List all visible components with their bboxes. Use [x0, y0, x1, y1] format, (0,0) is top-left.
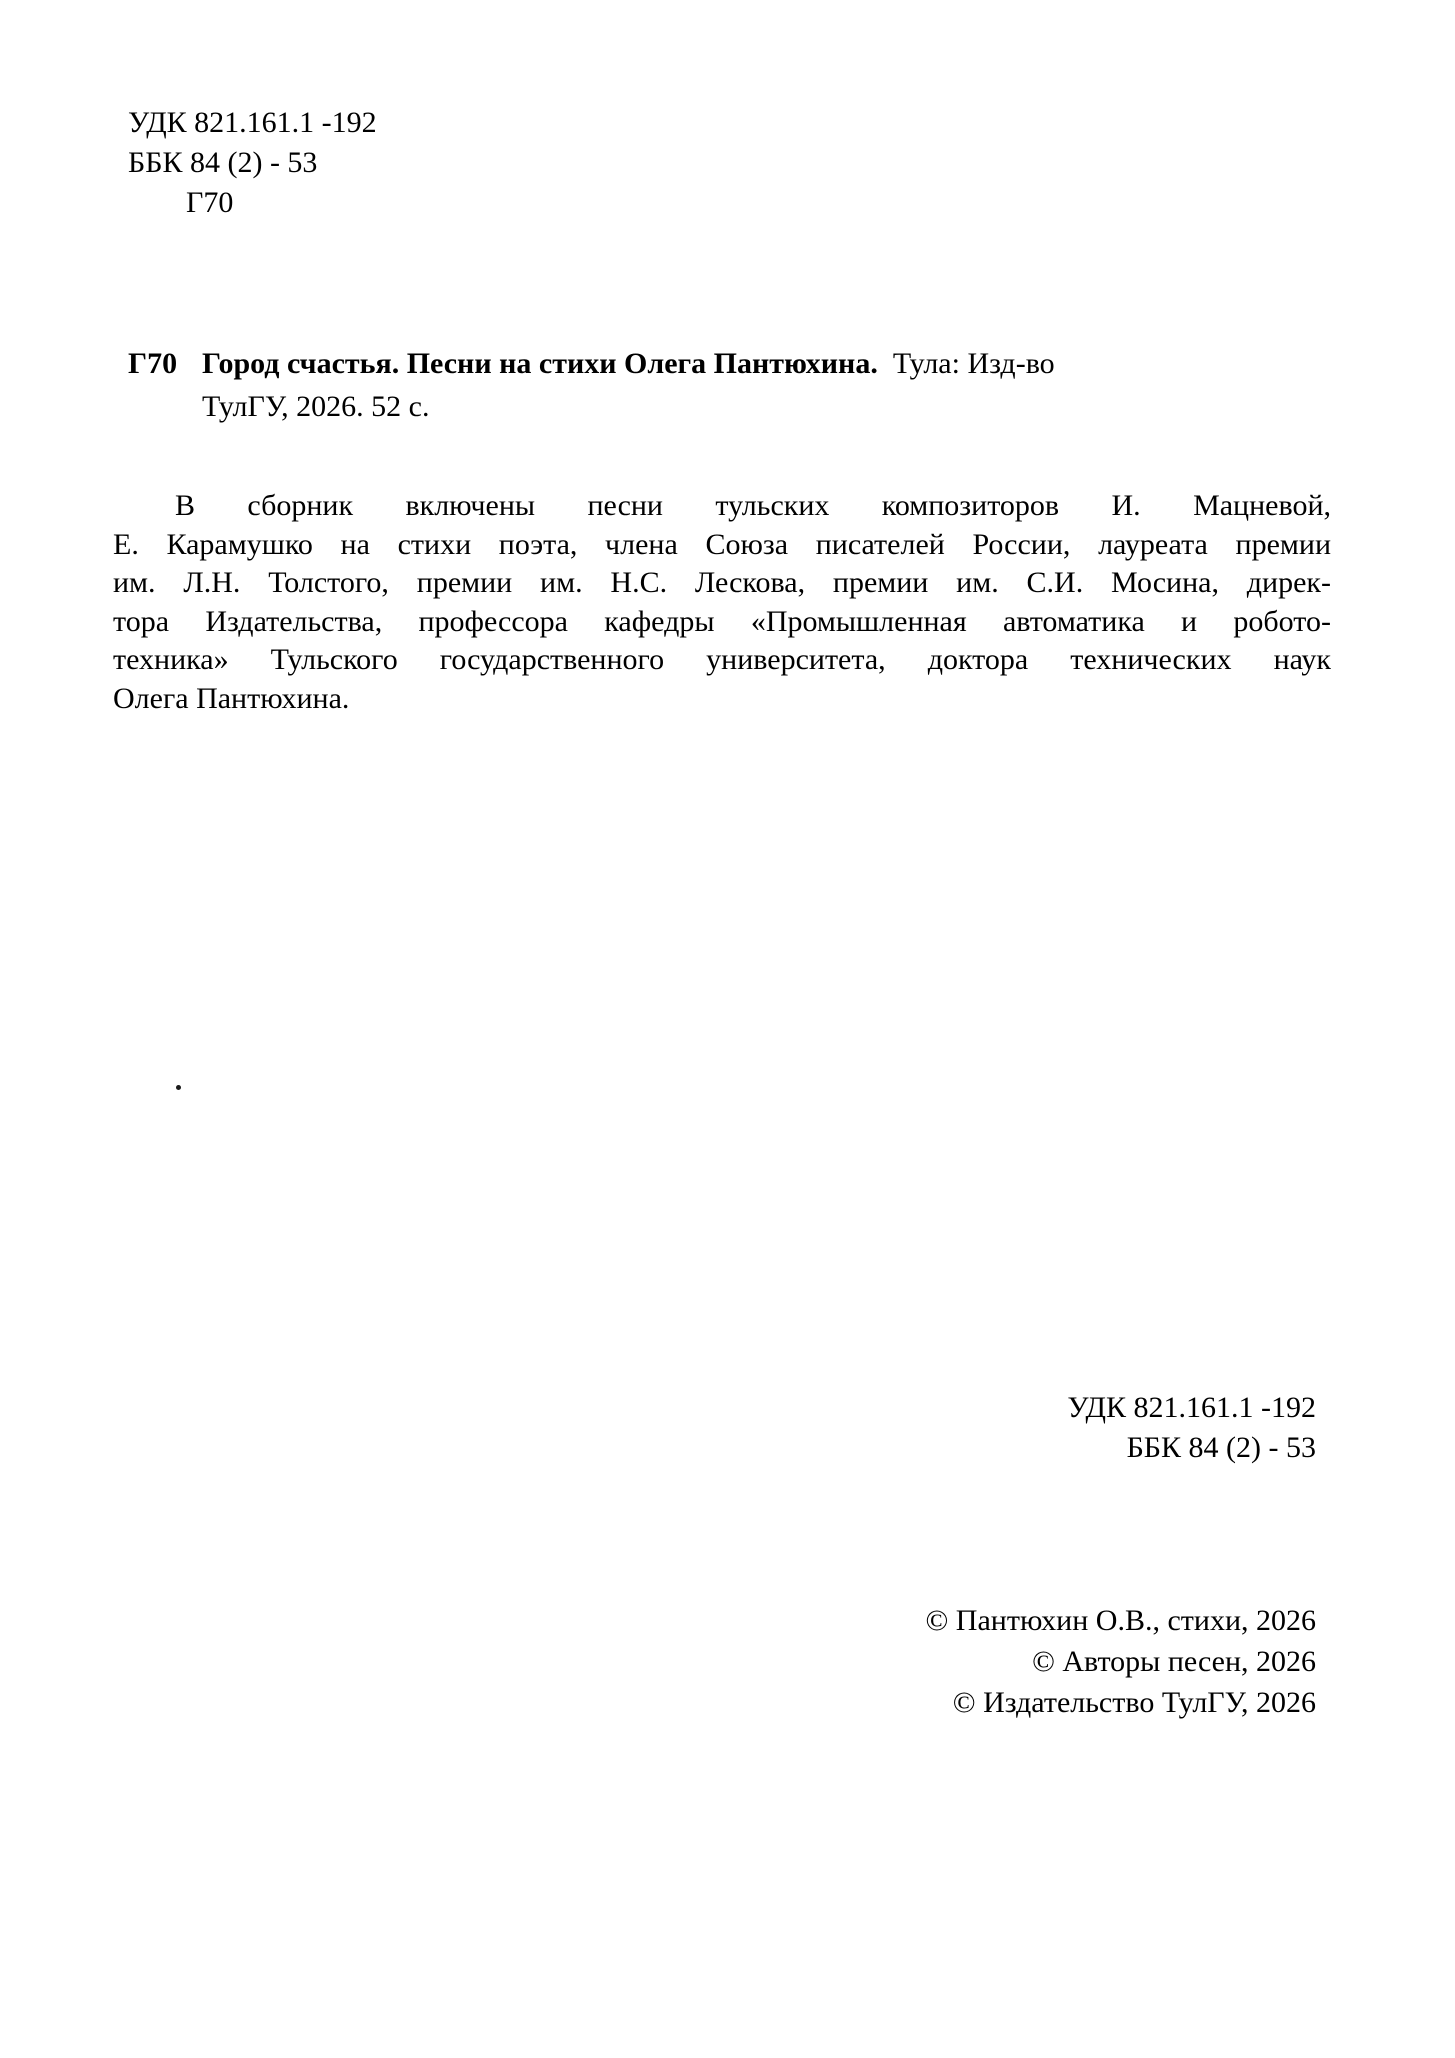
bbk-code-top: ББК 84 (2) - 53	[128, 146, 318, 179]
annotation-line-6: Олега Пантюхина.	[113, 681, 350, 715]
copyright-line-song-authors: © Авторы песен, 2026	[1032, 1645, 1316, 1678]
classification-block-bottom	[0, 1388, 1455, 1468]
copyright-line-poems: © Пантюхин О.В., стихи, 2026	[925, 1604, 1316, 1637]
annotation-paragraph	[113, 487, 1331, 718]
annotation-line-3: им. Л.Н. Толстого, премии им. Н.С. Лескова, премии им. С.И. Мосина, дирек-	[113, 566, 1331, 599]
copyright-block	[0, 1600, 1455, 1723]
bibliographic-description	[202, 342, 1302, 428]
scan-artifact-dot	[176, 1085, 181, 1090]
book-title: Город счастья. Песни на стихи Олега Пантюхина.	[202, 347, 878, 380]
udk-code-bottom: УДК 821.161.1 -192	[1067, 1391, 1316, 1424]
copyright-line-publisher: © Издательство ТулГУ, 2026	[952, 1686, 1316, 1719]
annotation-line-1: В сборник включены песни тульских композиторов И. Мацневой,	[175, 489, 1331, 522]
bibliographic-code: Г70	[128, 347, 178, 380]
udk-code-top: УДК 821.161.1 -192	[128, 106, 377, 139]
bbk-code-bottom: ББК 84 (2) - 53	[1126, 1431, 1316, 1464]
annotation-line-4: тора Издательства, профессора кафедры «Промышленная автоматика и робото-	[113, 604, 1331, 638]
annotation-line-2: Е. Карамушко на стихи поэта, члена Союза писателей России, лауреата премии	[113, 527, 1331, 561]
bibliographic-record	[128, 342, 1323, 428]
author-sign-top: Г70	[186, 186, 234, 219]
imprint-publisher: Тула: Изд-во	[892, 347, 1055, 380]
classification-block-top	[128, 103, 377, 223]
annotation-line-5: техника» Тульского государственного университета, доктора технических наук	[113, 643, 1331, 676]
imprint-year-pages: ТулГУ, 2026. 52 с.	[202, 390, 430, 423]
